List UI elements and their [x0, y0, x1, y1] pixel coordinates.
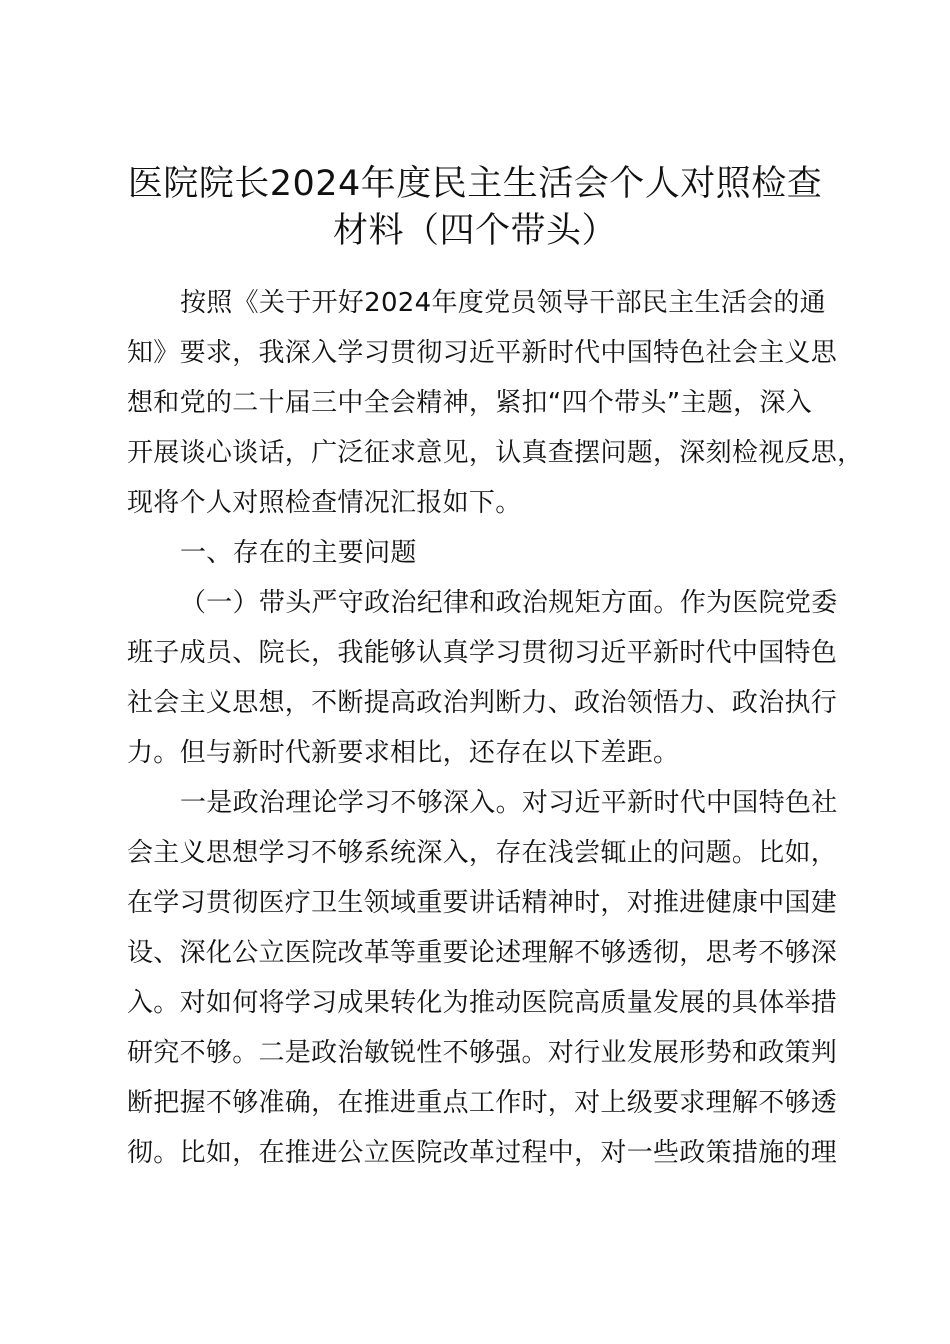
body-line: 一是政治理论学习不够深入。对习近平新时代中国特色社 — [180, 788, 838, 818]
body-line: 会主义思想学习不够系统深入，存在浅尝辄止的问题。比如， — [127, 838, 838, 868]
document-title-line-1: 医院院长2024年度民主生活会个人对照检查 — [127, 164, 823, 204]
body-line: 力。但与新时代新要求相比，还存在以下差距。 — [127, 738, 680, 768]
body-line: （一）带头严守政治纪律和政治规矩方面。作为医院党委 — [180, 588, 838, 618]
body-line: 设、深化公立医院改革等重要论述理解不够透彻，思考不够深 — [127, 938, 838, 968]
document-title-line-2: 材料（四个带头） — [332, 211, 617, 251]
body-line: 入。对如何将学习成果转化为推动医院高质量发展的具体举措 — [127, 988, 838, 1018]
body-line: 断把握不够准确，在推进重点工作时，对上级要求理解不够透 — [127, 1088, 838, 1118]
body-line: 研究不够。二是政治敏锐性不够强。对行业发展形势和政策判 — [127, 1038, 838, 1068]
body-line: 社会主义思想，不断提高政治判断力、政治领悟力、政治执行 — [127, 688, 838, 718]
body-line: 班子成员、院长，我能够认真学习贯彻习近平新时代中国特色 — [127, 638, 838, 668]
body-line: 在学习贯彻医疗卫生领域重要讲话精神时，对推进健康中国建 — [127, 888, 838, 918]
body-line: 开展谈心谈话，广泛征求意见，认真查摆问题，深刻检视反思， — [127, 438, 864, 468]
body-line: 现将个人对照检查情况汇报如下。 — [127, 488, 522, 518]
body-line: 知》要求，我深入学习贯彻习近平新时代中国特色社会主义思 — [127, 338, 838, 368]
body-line: 彻。比如，在推进公立医院改革过程中，对一些政策措施的理 — [127, 1138, 838, 1168]
body-line: 按照《关于开好2024年度党员领导干部民主生活会的通 — [180, 288, 826, 318]
body-line: 想和党的二十届三中全会精神，紧扣“四个带头”主题，深入 — [127, 388, 813, 418]
section-heading: 一、存在的主要问题 — [180, 538, 417, 568]
